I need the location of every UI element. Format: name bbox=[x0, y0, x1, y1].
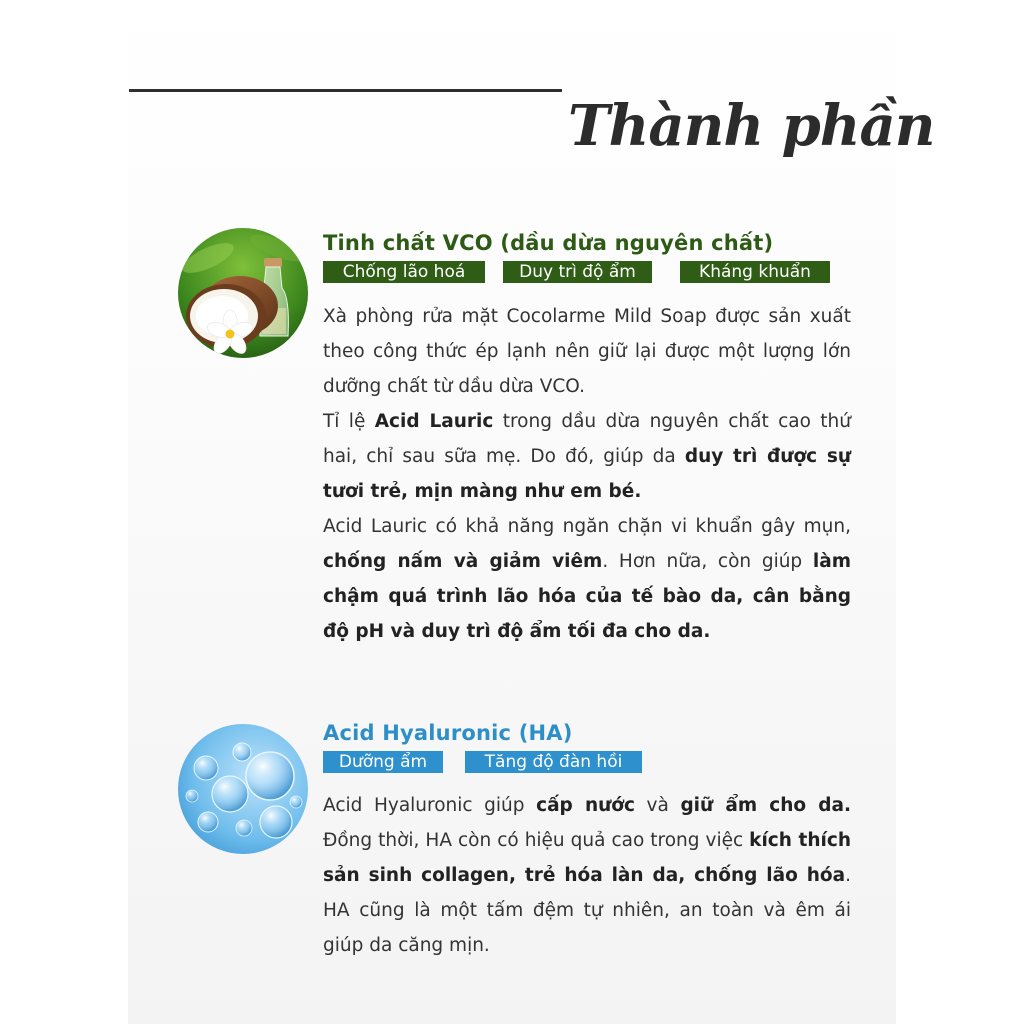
paragraph bbox=[323, 509, 851, 649]
bold-text-run: làm chậm quá trình lão hóa của tế bào da, cân bằng độ pH và duy trì độ ẩm tối đa cho da. bbox=[323, 551, 851, 642]
bold-text-run: cấp nước bbox=[536, 795, 635, 816]
tag-elasticity: Tăng độ đàn hồi bbox=[465, 751, 642, 773]
benefit-tags bbox=[323, 261, 851, 285]
paragraph bbox=[323, 788, 851, 963]
benefit-tags bbox=[323, 751, 851, 775]
page-title: Thành phần bbox=[568, 92, 935, 159]
bold-text-run: giữ ẩm cho da. bbox=[680, 795, 851, 816]
text-run: trong dầu dừa nguyên chất cao thứ hai, chỉ sau sữa mẹ. Do đó, giúp da bbox=[323, 411, 851, 467]
bold-text-run: duy trì được sự tươi trẻ, mịn màng như em bé. bbox=[323, 446, 852, 502]
section-vco-content bbox=[323, 228, 851, 649]
tag-antibacterial: Kháng khuẩn bbox=[680, 261, 830, 283]
text-run: . HA cũng là một tấm đệm tự nhiên, an toàn và êm ái giúp da căng mịn. bbox=[323, 865, 851, 956]
section-body bbox=[323, 299, 851, 649]
bold-text-run: Acid Lauric bbox=[374, 411, 494, 432]
text-run: Đồng thời, HA còn có hiệu quả cao trong việc bbox=[323, 830, 750, 851]
text-run: . Hơn nữa, còn giúp bbox=[602, 551, 813, 572]
water-bubbles-photo bbox=[178, 724, 308, 854]
tag-moisture: Duy trì độ ẩm bbox=[503, 261, 652, 283]
text-run: Acid Hyaluronic giúp bbox=[323, 795, 537, 816]
text-run: Tỉ lệ bbox=[323, 411, 375, 432]
title-divider bbox=[129, 89, 562, 92]
paragraph bbox=[323, 299, 851, 404]
text-run: Xà phòng rửa mặt Cocolarme Mild Soap được sản xuất theo công thức ép lạnh nên giữ lại được một lượng lớn dưỡng chất từ dầu dừa VCO. bbox=[323, 306, 851, 397]
section-heading: Tinh chất VCO (dầu dừa nguyên chất) bbox=[323, 231, 774, 255]
paragraph bbox=[323, 404, 851, 509]
section-ha-content bbox=[323, 718, 851, 963]
text-run: Acid Lauric có khả năng ngăn chặn vi khuẩn gây mụn, bbox=[323, 516, 851, 537]
coconut-photo bbox=[178, 228, 308, 358]
tag-moisturizing: Dưỡng ẩm bbox=[323, 751, 443, 773]
section-heading: Acid Hyaluronic (HA) bbox=[323, 721, 573, 745]
bold-text-run: kích thích sản sinh collagen, trẻ hóa làn da, chống lão hóa bbox=[323, 830, 851, 886]
bold-text-run: chống nấm và giảm viêm bbox=[323, 551, 603, 572]
tag-anti-aging: Chống lão hoá bbox=[323, 261, 485, 283]
text-run: và bbox=[634, 795, 681, 816]
section-body bbox=[323, 788, 851, 963]
